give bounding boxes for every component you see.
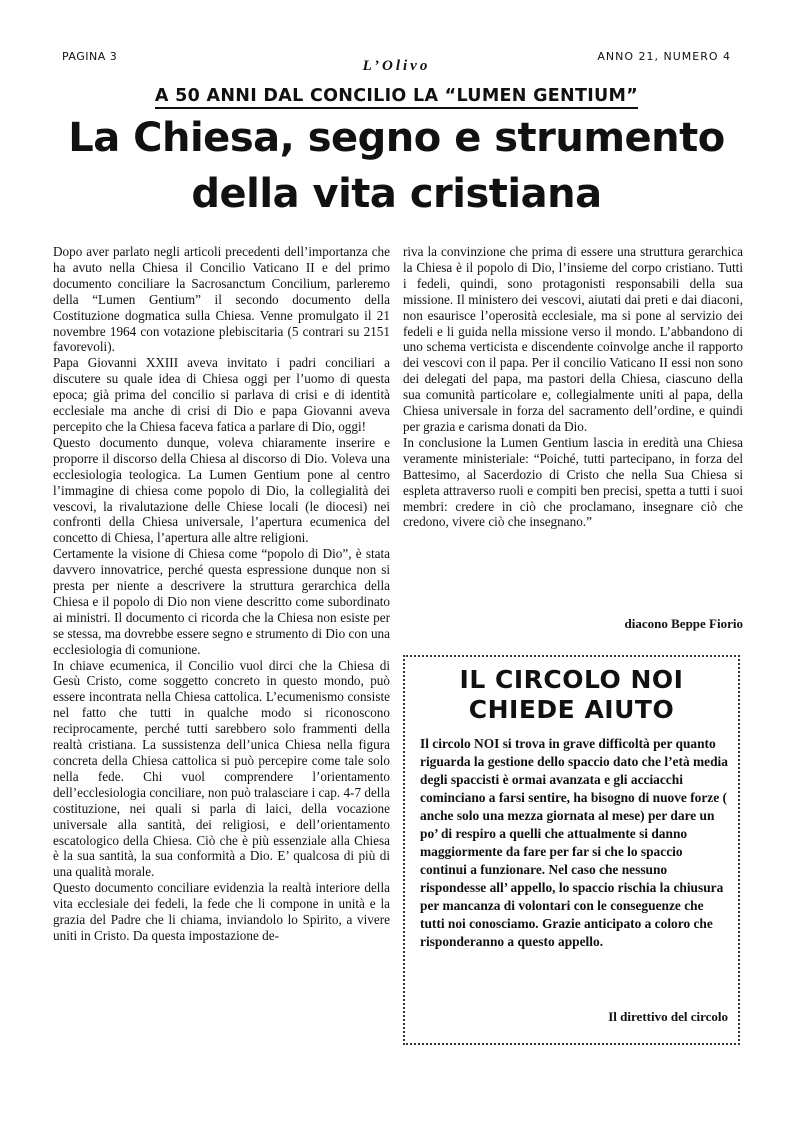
notice-title-line-1: IL CIRCOLO NOI xyxy=(459,665,684,694)
article-column-left xyxy=(53,244,390,944)
article-paragraph: Papa Giovanni XXIII aveva invitato i padri conciliari a discutere su quale idea di Chiesa oggi per l’uomo di questa epoca; già prima del concilio si parlava di crisi e di identità ecclesiale ma anche di crisi di Dio e papa Giovanni aveva percepito che la Chiesa faceva fatica a parlare di Dio, oggi! xyxy=(53,355,390,434)
issue-number: ANNO 21, NUMERO 4 xyxy=(597,50,731,63)
article-kicker xyxy=(0,86,793,106)
notice-title xyxy=(405,665,738,725)
article-paragraph: Questo documento dunque, voleva chiaramente inserire e proporre il discorso della Chiesa al discorso di Dio. Voleva una ecclesiologia teologica. La Lumen Gentium pone al centro l’immagine di chiesa come popolo di Dio, la collegialità dei vescovi, la rivalutazione delle Chiese locali (le diocesi) nei confronti della Chiesa universale, l’apertura ecumenica del concetto di Chiesa, l’apertura alle altre religioni. xyxy=(53,434,390,546)
article-paragraph: Questo documento conciliare evidenzia la realtà interiore della vita ecclesiale dei fedeli, la fede che li compone in unità e la grazia del Padre che li chiama, inviandolo lo Spirito, a vivere uniti in Cristo. Da questa impostazione de- xyxy=(53,880,390,943)
article-paragraph: Certamente la visione di Chiesa come “popolo di Dio”, è stata davvero innovatrice, perché questa espressione dunque non si presta per niente a descrivere la struttura gerarchica della Chiesa e il popolo di Dio non viene descritto come subordinato ai ministri. Il documento ci ricorda che la Chiesa non esiste per se stessa, ma dovrebbe essere segno e strumento di Dio con una ecclesiologia di comunione. xyxy=(53,546,390,657)
article-column-right xyxy=(403,244,743,530)
newspaper-masthead: L’Olivo xyxy=(362,58,431,74)
article-paragraph: Dopo aver parlato negli articoli precedenti dell’importanza che ha avuto nella Chiesa il Concilio Vaticano II e del primo documento conciliare la Sacrosanctum Concilium, parleremo della “Lumen Gentium” il secondo documento della Costituzione dogmatica sulla Chiesa. Venne promulgato il 21 novembre 1964 con votazione plebiscitaria (5 contrari su 2151 favorevoli). xyxy=(53,244,390,355)
notice-signature: Il direttivo del circolo xyxy=(608,1009,728,1024)
article-paragraph: riva la convinzione che prima di essere una struttura gerarchica la Chiesa è il popolo di Dio, l’insieme del corpo cristiano. Tutti i fedeli, quindi, sono protagonisti responsabili della sua missione. Il ministero dei vescovi, aiutati dai preti e dai diaconi, non esaurisce l’operosità ecclesiale, ma si pone al servizio dei fedeli e li guida nella missione verso il mondo. L’abbandono di uno schema verticista e discendente coinvolge anche il rapporto dei vescovi con il papa. Per il concilio Vaticano II essi non sono dei delegati del papa, ma pastori della Chiesa, ciascuno della sua comunità particolare e, collegialmente uniti al papa, della Chiesa universale in forza del sacramento dell’ordine, e quindi per grazia e carisma donati da Dio. xyxy=(403,244,743,434)
headline-line-2: della vita cristiana xyxy=(191,171,602,217)
article-kicker-text: A 50 ANNI DAL CONCILIO LA “LUMEN GENTIUM” xyxy=(155,86,638,109)
notice-body: Il circolo NOI si trova in grave difficoltà per quanto riguarda la gestione dello spaccio dato che l’età media degli spaccisti è ormai avanzata e gli acciacchi cominciano a farsi sentire, ha bisogno di nuove forze ( anche solo una mezza giornata al mese) per dare un po’ di respiro a quelli che attualmente si danno maggiormente da fare per far si che lo spaccio continui a funzionare. Nel caso che nessuno rispondesse all’ appello, lo spaccio rischia la chiusura per mancanza di volontari con le conseguenze che tutti noi conosciamo. Grazie anticipato a coloro che risponderanno a questo appello. xyxy=(420,736,728,949)
headline-line-1: La Chiesa, segno e strumento xyxy=(68,115,725,161)
notice-title-line-2: CHIEDE AIUTO xyxy=(468,695,675,724)
article-signature: diacono Beppe Fiorio xyxy=(624,616,743,631)
notice-box xyxy=(403,655,740,1045)
page-number: PAGINA 3 xyxy=(62,50,118,63)
article-paragraph: In conclusione la Lumen Gentium lascia in eredità una Chiesa veramente ministeriale: “Poiché, tutti partecipano, in forza del Battesimo, al Sacerdozio di Cristo che nella Sua Chiesa si espleta attraverso ruoli e compiti ben precisi, spetta a tutti i suoi membri: credere in ciò che proclamano, insegnare ciò che credono, vivere ciò che insegnano.” xyxy=(403,434,743,530)
article-paragraph: In chiave ecumenica, il Concilio vuol dirci che la Chiesa di Gesù Cristo, come soggetto concreto in questo mondo, può essere incontrata nella Chiesa cattolica. L’ecumenismo consiste nel fatto che tutti in qualche modo si riconoscono reciprocamente, perché tutti sarebbero solo frammenti della realtà cristiana. La sussistenza dell’unica Chiesa nella figura concreta della Chiesa cattolica si può percepire come tale solo nella fede. Chi vuol comprendere l’orientamento dell’ecclesiologia conciliare, non può tralasciare i cap. 4-7 della costituzione, nei quali si parla di laici, della vocazione universale alla santità, dei religiosi, e dell’orientamento escatologico della Chiesa. Ciò che è più essenziale alla Chiesa è la sua santità, la sua conformità a Dio. E’ qualcosa di più di una qualità morale. xyxy=(53,657,390,880)
article-headline xyxy=(30,110,763,222)
